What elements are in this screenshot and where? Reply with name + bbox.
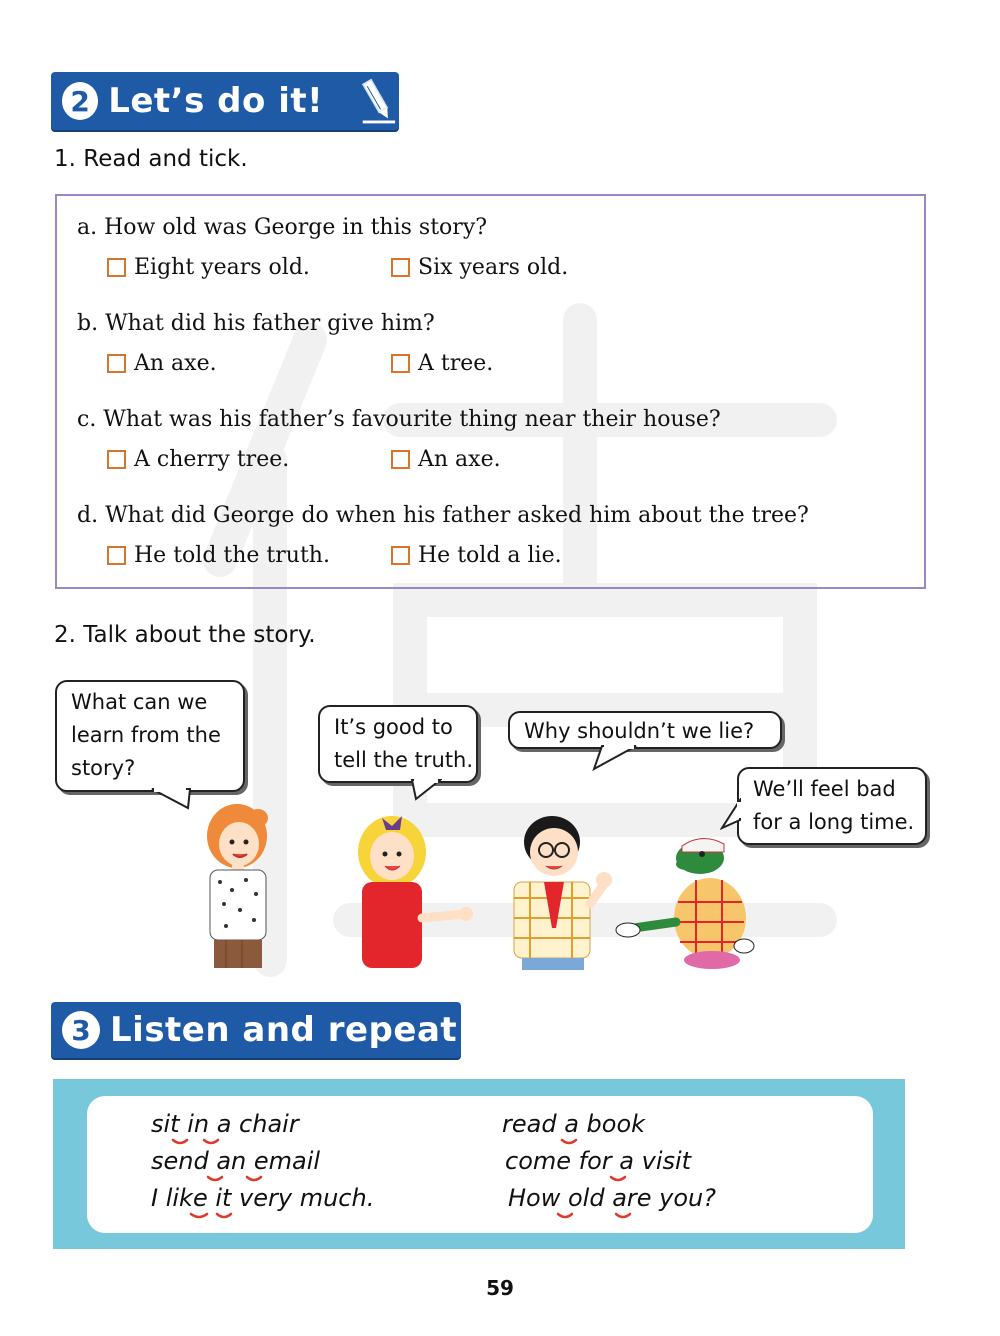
bubble-line: story? <box>71 756 136 780</box>
phrase-left-2: send an email <box>151 1147 321 1175</box>
bubble-line: for a long time. <box>753 810 915 834</box>
linking-marks <box>87 1096 873 1233</box>
boy-glasses-illustration <box>500 808 616 970</box>
section-banner-lets-do-it <box>51 72 399 130</box>
listen-and-repeat-panel <box>53 1079 905 1249</box>
option-label: An axe. <box>134 351 217 376</box>
bubble-tail <box>150 788 194 810</box>
phrase-right-3: How old are you? <box>508 1184 717 1212</box>
option-label: An axe. <box>418 447 501 472</box>
girl-blonde-hair-illustration <box>352 812 476 968</box>
tick-checkbox[interactable] <box>107 450 126 469</box>
tick-checkbox[interactable] <box>391 546 410 565</box>
option-label: He told a lie. <box>418 543 562 568</box>
section-number: 2 <box>62 82 98 120</box>
phrase-right-1: read a book <box>502 1110 646 1138</box>
option-a2[interactable] <box>391 255 568 280</box>
section-title: Listen and repeat <box>110 1010 458 1050</box>
option-d1[interactable] <box>107 543 330 568</box>
option-label: He told the truth. <box>134 543 330 568</box>
bubble-tail <box>410 779 442 801</box>
phrase-right-2: come for a visit <box>505 1147 692 1175</box>
girl-orange-hair-illustration <box>196 800 278 968</box>
option-c1[interactable] <box>107 447 289 472</box>
tick-checkbox[interactable] <box>391 258 410 277</box>
tick-checkbox[interactable] <box>391 354 410 373</box>
bubble-line: Why shouldn’t we lie? <box>524 719 755 743</box>
section-number: 3 <box>62 1011 100 1049</box>
tick-checkbox[interactable] <box>391 450 410 469</box>
bubble-tail <box>720 798 742 830</box>
question-a: a. How old was George in this story? <box>77 215 488 240</box>
bubble-line: tell the truth. <box>334 748 474 772</box>
phrase-left-1: sit in a chair <box>151 1110 299 1138</box>
pencil-icon <box>357 76 399 126</box>
question-b: b. What did his father give him? <box>77 311 435 336</box>
option-c2[interactable] <box>391 447 501 472</box>
bubble-tail <box>592 745 638 771</box>
page-number: 59 <box>486 1276 514 1300</box>
option-label: Eight years old. <box>134 255 310 280</box>
tick-checkbox[interactable] <box>107 354 126 373</box>
option-d2[interactable] <box>391 543 562 568</box>
section-banner-listen-and-repeat <box>51 1002 461 1058</box>
question-d: d. What did George do when his father asked him about the tree? <box>77 503 809 528</box>
option-label: Six years old. <box>418 255 569 280</box>
speech-bubble-girl-2 <box>318 705 478 783</box>
bubble-line: We’ll feel bad <box>753 777 896 801</box>
speech-bubble-dinosaur <box>737 767 927 845</box>
phrase-left-3: I like it very much. <box>151 1184 375 1212</box>
instruction-talk-about-story: 2. Talk about the story. <box>54 622 316 648</box>
section-title: Let’s do it! <box>108 81 324 121</box>
option-label: A cherry tree. <box>134 447 290 472</box>
option-b1[interactable] <box>107 351 217 376</box>
option-b2[interactable] <box>391 351 493 376</box>
instruction-read-and-tick: 1. Read and tick. <box>54 146 248 172</box>
bubble-line: It’s good to <box>334 715 453 739</box>
quiz-box <box>55 194 926 589</box>
bubble-line: learn from the <box>71 723 221 747</box>
tick-checkbox[interactable] <box>107 258 126 277</box>
speech-bubble-girl-1 <box>55 680 245 792</box>
option-a1[interactable] <box>107 255 310 280</box>
question-c: c. What was his father’s favourite thing near their house? <box>77 407 721 432</box>
dinosaur-mascot-illustration <box>612 836 762 970</box>
speech-bubble-boy <box>508 711 782 749</box>
option-label: A tree. <box>418 351 494 376</box>
phrase-card <box>87 1096 873 1233</box>
tick-checkbox[interactable] <box>107 546 126 565</box>
bubble-line: What can we <box>71 690 208 714</box>
